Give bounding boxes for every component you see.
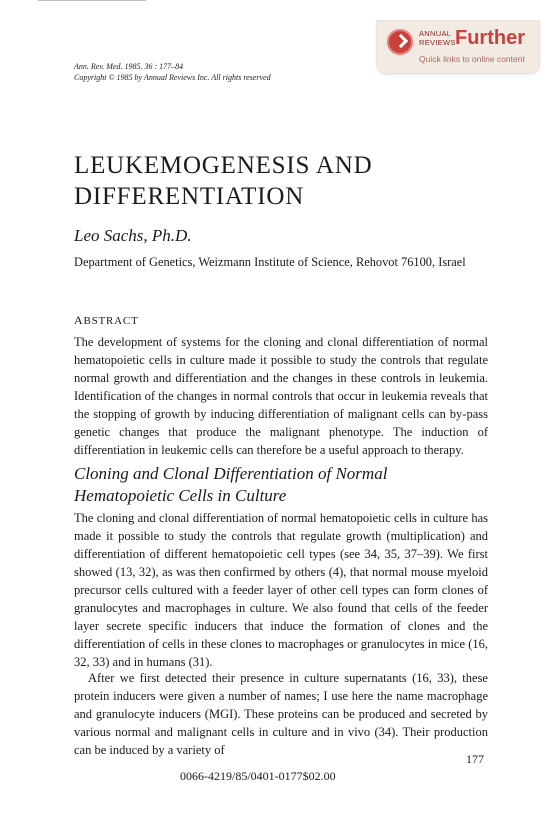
article-code: 0066-4219/85/0401-0177$02.00: [180, 769, 336, 783]
abstract-text: The development of systems for the cloning and clonal differentiation of normal hematopoietic cells in culture made it possible to study the controls that regulate normal growth and differentiation and the changes in these controls in leukemia. Identification of the changes in normal controls that occur in leukemia reveals that the stopping of growth by inducing differentiation of malignant cells can by-pass genetic changes that produce the malignant phenotype. The induction of differentiation in leukemic cells can therefore be a useful approach to therapy.: [74, 335, 488, 457]
abstract-heading-initial: A: [74, 313, 84, 327]
article-title: LEUKEMOGENESIS AND DIFFERENTIATION: [74, 152, 373, 210]
author-name: Leo Sachs, Ph.D.: [74, 226, 192, 245]
annual-reviews-logo-icon: [387, 29, 413, 55]
section-heading: Cloning and Clonal Differentiation of Normal Hematopoietic Cells in Culture: [74, 464, 388, 505]
banner-further-link[interactable]: Further: [455, 27, 525, 49]
copyright-notice: Copyright © 1985 by Annual Reviews Inc. All rights reserved: [74, 73, 271, 82]
journal-citation: Ann. Rev. Med. 1985. 36 : 177–84: [74, 62, 184, 71]
body-paragraph-2: After we first detected their presence in culture supernatants (16, 33), these protein inducers were given a number of names; I use here the name macrophage and granulocyte inducers (MGI). These proteins can be produced and secreted by various normal and malignant cells in culture and in vivo (34). Their production can be induced by a variety of: [74, 671, 488, 757]
banner-reviews-text: REVIEWS: [419, 38, 456, 47]
abstract-heading: [74, 313, 139, 328]
abstract-heading-rest: BSTRACT: [83, 315, 139, 327]
chevron-right-icon: [394, 34, 408, 48]
banner-subtitle[interactable]: Quick links to online content: [419, 54, 525, 64]
top-rule: [38, 0, 146, 1]
page-number: 177: [466, 752, 484, 766]
banner-annual-text: ANNUAL: [419, 29, 452, 38]
author-affiliation: Department of Genetics, Weizmann Institute of Science, Rehovot 76100, Israel: [74, 255, 466, 269]
body-paragraph-1: The cloning and clonal differentiation of normal hematopoietic cells in culture has made it possible to study the controls that regulate growth (multiplication) and differentiation of different hematopoietic cell types (see 34, 35, 37–39). We first showed (13, 32), as was then confirmed by others (4), that normal mouse myeloid precursor cells cultured with a feeder layer of other cell types can form clones of granulocytes and macrophages in culture. We also found that cells of the feeder layer secrete specific inducers that induce the formation of clones and the differentiation of cells in these clones to macrophages or granulocytes in mice (16, 32, 33) and in humans (31).: [74, 511, 488, 669]
annual-reviews-further-banner[interactable]: [376, 20, 540, 74]
